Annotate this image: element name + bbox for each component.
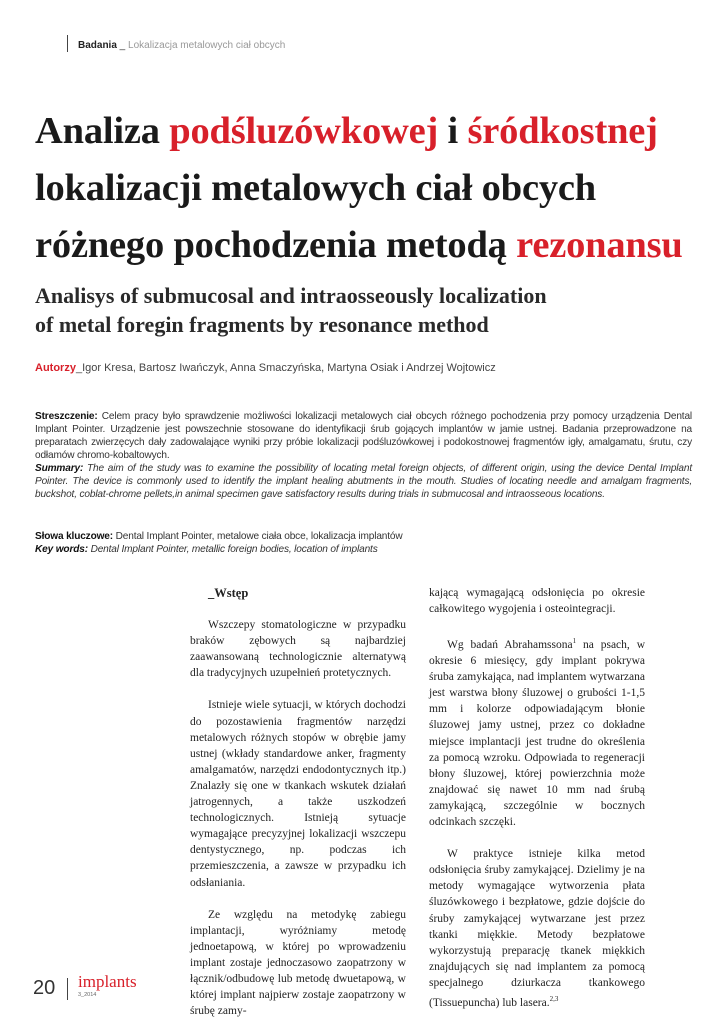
subtitle-line: Analisys of submucosal and intraosseously localization <box>35 283 547 308</box>
article-subtitle <box>35 281 705 339</box>
body-column-left <box>190 585 406 1024</box>
journal-brand: implants <box>78 972 137 991</box>
header-subsection: Lokalizacja metalowych ciał obcych <box>128 40 286 51</box>
citation-ref: 2,3 <box>549 994 559 1003</box>
keywords-pl-text: Dental Implant Pointer, metalowe ciała obce, lokalizacja implantów <box>112 531 403 542</box>
body-paragraph: Ze względu na metodykę zabiegu implantacji, wyróżniamy metodę jednoetapową, w której po wprowadzeniu implant zostaje jednoczasowo zaopatrzony w łącznik/odbudowę lub metodę dwuetapową, w której implant najpierw zostaje zaopatrzony w śrubę zamy- <box>190 908 406 1018</box>
journal-issue: 3_2014 <box>78 992 97 998</box>
abstract-en-label: Summary: <box>35 463 84 474</box>
authors-label: Autorzy <box>35 362 76 374</box>
authors-line <box>35 362 496 374</box>
subtitle-line: of metal foregin fragments by resonance method <box>35 312 489 337</box>
body-paragraph: Istnieje wiele sytuacji, w których dochodzi do pozostawienia fragmentów narzędzi metalowych różnych stopów w obrębie jamy ustnej (wkłady standardowe anker, fragmenty amalgamatów, narzędzi endodontycznych itp.) Znalazły się one w tkankach wskutek działań jatrogennych, a także uszkodzeń technologicznych. Istnieją sytuacje wymagające precyzyjnej lokalizacji wszczepu dentystycznego, np. podczas ich przemieszczenia, a zawsze w przypadku ich odsłaniania. <box>190 699 406 889</box>
paragraph-text: W praktyce istnieje kilka metod odsłonięcia śruby zamykającej. Dzielimy je na metody wymagające wytworzenia płata śluzówkowego i bezpłatowe, gdzie dojście do śruby zamykającej wytwarzane jest przez tkanki miękkie. Metody bezpłatowe wykorzystują preparację tkanek miękkich znajdujących się nad implantem za pomocą specjalnego dziurkacza tkankowego (Tissuepuncha) lub lasera. <box>429 848 645 1009</box>
abstract-en-text: The aim of the study was to examine the possibility of locating metal foreign objects, of different origin, using the device Dental Implant Pointer. The device is commonly used to identify the implant healing abutments in the mouth. Studies of locating needle and amalgam fragments, buckshot, coblat-chrome pellets,in animal specimen gave satisfactory results during trials in submucosal and intraosseous locations. <box>35 463 692 500</box>
title-text: lokalizacji metalowych ciał obcych <box>35 167 596 209</box>
title-highlight: podśluzówkowej <box>169 110 439 152</box>
header-separator: _ <box>116 40 129 51</box>
paragraph-text: Wg badań Abrahamssona <box>447 639 573 652</box>
keywords <box>35 530 692 556</box>
abstract-pl-label: Streszczenie: <box>35 411 98 422</box>
authors-names: _Igor Kresa, Bartosz Iwańczyk, Anna Smaczyńska, Martyna Osiak i Andrzej Wojtowicz <box>75 362 496 374</box>
article-title <box>35 103 705 274</box>
page-number: 20 <box>33 977 56 999</box>
footer-divider <box>67 978 68 1000</box>
running-header <box>78 40 285 51</box>
title-text: różnego pochodzenia metodą <box>35 224 517 266</box>
title-text: Analiza <box>35 110 170 152</box>
paragraph-text: na psach, w okresie 6 miesięcy, gdy implant pokrywa śruba zamykająca, nad implantem wytwarzana jest warstwa błony śluzowej o grubości 1-1,5 mm i kolorze odpowiadającym błonie śluzowej jamy ustnej, przez co dokładne miejsce implantacji jest trudne do określenia za pomocą wzroku. Odpowiada to regeneracji błony śluzowej, której powierzchnia może znajdować się nawet 10 mm nad śrubą zamykającą, szczególnie w bocznych odcinkach szczęki. <box>429 639 645 829</box>
abstract <box>35 410 692 501</box>
citation-ref: 1 <box>572 637 577 646</box>
keywords-en-label: Key words: <box>35 544 88 555</box>
title-highlight: śródkostnej <box>467 110 658 152</box>
title-highlight: rezonansu <box>516 224 683 266</box>
abstract-pl-text: Celem pracy było sprawdzenie możliwości lokalizacji metalowych ciał obcych różnego pochodzenia przy pomocy urządzenia Dental Implant Pointer. Urządzenie jest powszechnie stosowane do identyfikacji śrub gojących implantów w jamie ustnej. Badania przeprowadzone na preparatach zwierzęcych dały zadowalające wyniki przy próbie lokalizacji podśluzówkowej i podokostnowej fragmentów igły, amalgamatu, śrutu, czy odłamów chromo-kobaltowych. <box>35 411 692 461</box>
body-column-right <box>429 585 645 1024</box>
body-paragraph <box>429 633 645 830</box>
keywords-en-text: Dental Implant Pointer, metallic foreign bodies, location of implants <box>87 544 378 555</box>
keywords-pl-label: Słowa kluczowe: <box>35 531 113 542</box>
section-heading: _Wstęp <box>208 586 249 600</box>
body-paragraph: kającą wymagającą odsłonięcia po okresie całkowitego wygojenia i osteointegracji. <box>429 587 645 616</box>
body-paragraph: Wszczepy stomatologiczne w przypadku braków zębowych są najbardziej zaawansowaną technologicznie alternatywą dla tradycyjnych uzupełnień protetycznych. <box>190 619 406 680</box>
header-divider <box>67 35 68 52</box>
body-paragraph <box>429 846 645 1011</box>
title-text: i <box>438 110 468 152</box>
header-section: Badania <box>78 40 117 51</box>
